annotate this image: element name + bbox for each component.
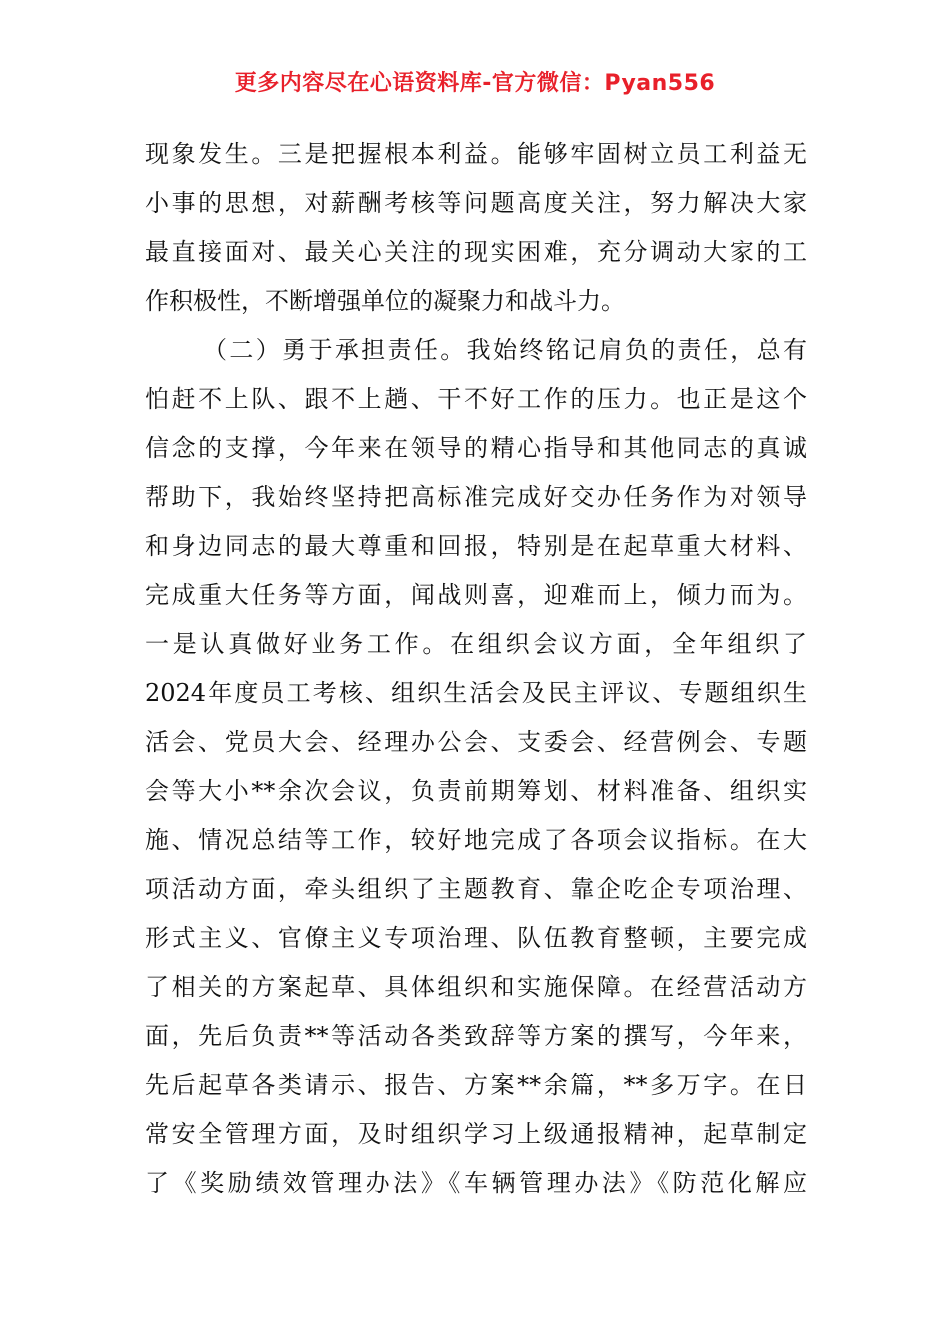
text-line: 会等大小**余次会议，负责前期筹划、材料准备、组织实 [145,777,807,805]
text-line: 2024年度员工考核、组织生活会及民主评议、专题组织生 [145,679,807,707]
text-line: 面，先后负责**等活动各类致辞等方案的撰写，今年来， [145,1022,807,1050]
document-body [145,130,807,1208]
text-line: 帮助下，我始终坚持把高标准完成好交办任务作为对领导 [145,483,807,511]
text-line: 小事的思想，对薪酬考核等问题高度关注，努力解决大家 [145,189,807,217]
text-line: 怕赶不上队、跟不上趟、干不好工作的压力。也正是这个 [145,385,807,413]
text-line: 和身边同志的最大尊重和回报，特别是在起草重大材料、 [145,532,807,560]
text-line: 项活动方面，牵头组织了主题教育、靠企吃企专项治理、 [145,875,807,903]
text-line: 最直接面对、最关心关注的现实困难，充分调动大家的工 [145,238,807,266]
text-line: 了相关的方案起草、具体组织和实施保障。在经营活动方 [145,973,807,1001]
text-line: 作积极性，不断增强单位的凝聚力和战斗力。 [145,287,625,315]
text-line: 常安全管理方面，及时组织学习上级通报精神，起草制定 [145,1120,807,1148]
text-line: 活会、党员大会、经理办公会、支委会、经营例会、专题 [145,728,807,756]
text-line: 完成重大任务等方面，闻战则喜，迎难而上，倾力而为。 [145,581,807,609]
text-line: 施、情况总结等工作，较好地完成了各项会议指标。在大 [145,826,807,854]
watermark-header: 更多内容尽在心语资料库-官方微信：Pyan556 [234,71,716,96]
text-line: 现象发生。三是把握根本利益。能够牢固树立员工利益无 [145,140,807,168]
text-line: （二）勇于承担责任。我始终铭记肩负的责任，总有 [203,336,807,364]
text-line: 信念的支撑，今年来在领导的精心指导和其他同志的真诚 [145,434,807,462]
text-line: 一是认真做好业务工作。在组织会议方面，全年组织了 [145,630,807,658]
text-line: 了《奖励绩效管理办法》《车辆管理办法》《防范化解应 [145,1169,807,1197]
text-line: 形式主义、官僚主义专项治理、队伍教育整顿，主要完成 [145,924,807,952]
text-line: 先后起草各类请示、报告、方案**余篇，**多万字。在日 [145,1071,807,1099]
